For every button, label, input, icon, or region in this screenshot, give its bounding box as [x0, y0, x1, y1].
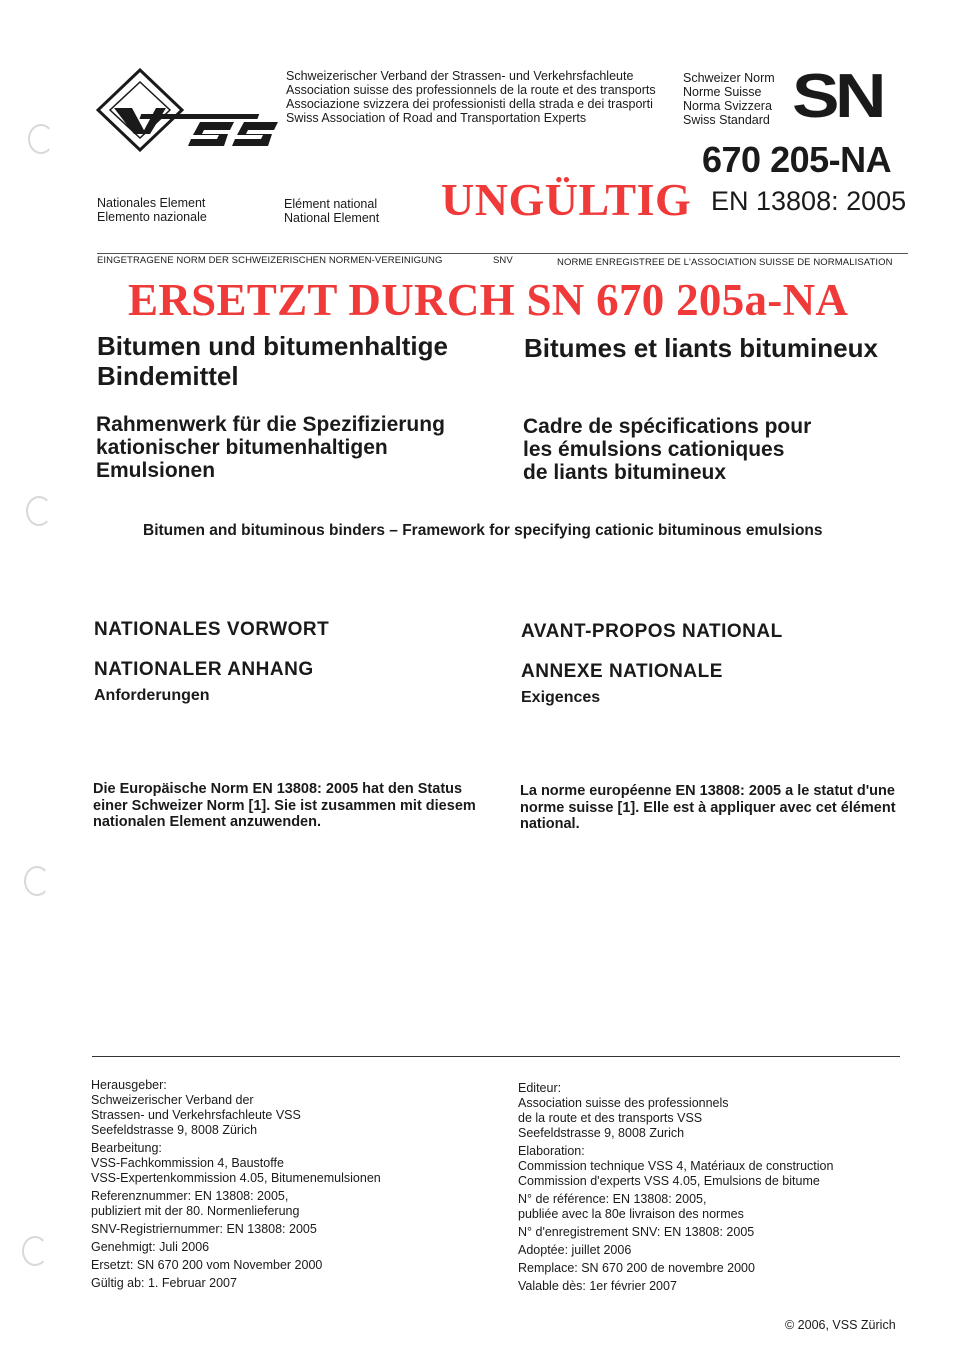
valid-from-fr: Valable dès: 1er février 2007	[518, 1279, 677, 1293]
norm-language-line: Norme Suisse	[683, 85, 762, 99]
registered-norm-de: EINGETRAGENE NORM DER SCHWEIZERISCHEN NORMEN-VEREINIGUNG	[97, 255, 443, 266]
replaces-de: Ersetzt: SN 670 200 vom November 2000	[91, 1258, 323, 1272]
editing-de: Bearbeitung: VSS-Fachkommission 4, Baustoffe VSS-Expertenkommission 4.05, Bitumenemulsionen	[91, 1141, 381, 1185]
sn-logo: SN	[792, 62, 882, 131]
reference-fr: N° de référence: EN 13808: 2005, publiée avec la 80e livraison des normes	[518, 1192, 744, 1221]
title-en: Bitumen and bituminous binders – Framework for specifying cationic bituminous emulsions	[143, 522, 823, 539]
punch-hole	[28, 124, 54, 154]
norm-number: 670 205-NA	[702, 139, 892, 180]
annex-de: NATIONALER ANHANG	[94, 659, 314, 680]
norm-language-labels	[683, 71, 775, 127]
footer-fr	[518, 1081, 938, 1297]
status-statement-fr: La norme européenne EN 13808: 2005 a le statut d'une norme suisse [1]. Elle est à appliquer avec cet élément national.	[520, 783, 896, 832]
registration-fr: N° d'enregistrement SNV: EN 13808: 2005	[518, 1225, 755, 1239]
invalid-stamp: UNGÜLTIG	[441, 174, 692, 225]
national-element-label: Elemento nazionale	[97, 210, 207, 224]
punch-hole	[22, 1236, 48, 1266]
valid-from-de: Gültig ab: 1. Februar 2007	[91, 1276, 237, 1290]
title-fr: Bitumes et liants bitumineux	[524, 333, 878, 363]
association-names	[286, 69, 656, 125]
association-line: Associazione svizzera dei professionisti della strada e dei trasporti	[286, 97, 653, 111]
copyright: © 2006, VSS Zürich	[785, 1318, 896, 1332]
subtitle-de: Rahmenwerk für die Spezifizierung kationischer bitumenhaltigen Emulsionen	[96, 413, 445, 482]
replaced-by-stamp: ERSETZT DURCH SN 670 205a-NA	[128, 275, 849, 325]
reference-de: Referenznummer: EN 13808: 2005, publiziert mit der 80. Normenlieferung	[91, 1189, 300, 1218]
title-de: Bitumen und bitumenhaltige Bindemittel	[97, 331, 448, 391]
editing-fr: Elaboration: Commission technique VSS 4, Matériaux de construction Commission d'experts VSS 4.05, Emulsions de bitume	[518, 1144, 834, 1188]
header-divider	[97, 253, 908, 254]
punch-hole	[24, 866, 50, 896]
replaces-fr: Remplace: SN 670 200 de novembre 2000	[518, 1261, 755, 1275]
norm-language-line: Norma Svizzera	[683, 99, 772, 113]
annex-fr: ANNEXE NATIONALE	[521, 661, 723, 682]
requirements-de: Anforderungen	[94, 687, 210, 704]
association-line: Swiss Association of Road and Transportation Experts	[286, 111, 587, 125]
snv-label: SNV	[493, 255, 513, 266]
norm-language-line: Schweizer Norm	[683, 71, 775, 85]
vss-logo	[96, 68, 278, 152]
approved-de: Genehmigt: Juli 2006	[91, 1240, 210, 1254]
adopted-fr: Adoptée: juillet 2006	[518, 1243, 632, 1257]
association-line: Schweizerischer Verband der Strassen- und Verkehrsfachleute	[286, 69, 634, 83]
national-element-fr-en	[284, 197, 379, 225]
national-element-de-it	[97, 196, 207, 224]
registered-norm-fr: NORME ENREGISTREE DE L'ASSOCIATION SUISSE DE NORMALISATION	[557, 257, 893, 268]
requirements-fr: Exigences	[521, 689, 601, 706]
publisher-fr: Editeur: Association suisse des professionnels de la route et des transports VSS Seefeldstrasse 9, 8008 Zurich	[518, 1081, 729, 1140]
association-line: Association suisse des professionnels de la route et des transports	[286, 83, 656, 97]
publisher-de: Herausgeber: Schweizerischer Verband der Strassen- und Verkehrsfachleute VSS Seefeldstrasse 9, 8008 Zürich	[91, 1078, 301, 1137]
national-element-label: Elément national	[284, 197, 378, 211]
subtitle-fr: Cadre de spécifications pour les émulsions cationiques de liants bitumineux	[523, 415, 812, 484]
foreword-fr: AVANT-PROPOS NATIONAL	[521, 621, 783, 642]
footer-de	[91, 1078, 491, 1294]
footer-divider	[92, 1056, 900, 1057]
registration-de: SNV-Registriernummer: EN 13808: 2005	[91, 1222, 317, 1236]
en-number: EN 13808: 2005	[711, 186, 907, 216]
status-statement-de: Die Europäische Norm EN 13808: 2005 hat den Status einer Schweizer Norm [1]. Sie ist zusammen mit diesem nationalen Element anzuwenden.	[93, 781, 476, 830]
punch-hole	[26, 496, 52, 526]
foreword-de: NATIONALES VORWORT	[94, 619, 330, 640]
norm-language-line: Swiss Standard	[683, 113, 770, 127]
national-element-label: National Element	[284, 211, 380, 225]
national-element-label: Nationales Element	[97, 196, 206, 210]
